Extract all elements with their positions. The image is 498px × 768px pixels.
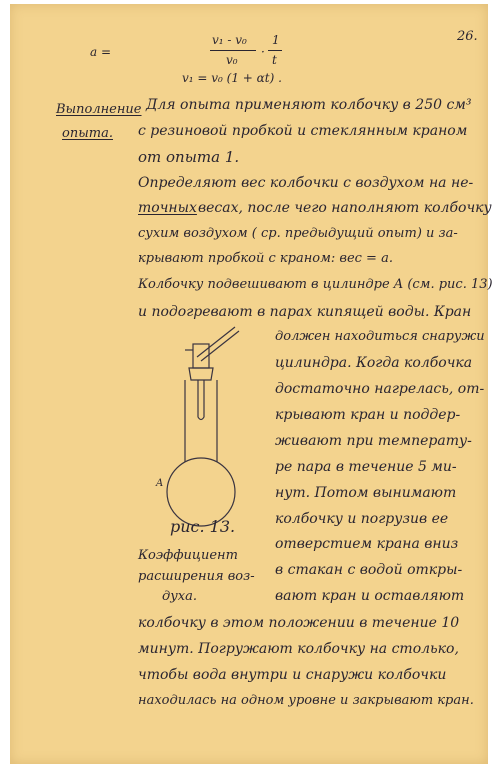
text-line-17: колбочку и погрузив ее bbox=[275, 511, 449, 527]
flask-stopper bbox=[189, 368, 213, 380]
text-line-20: вают кран и оставляют bbox=[275, 588, 465, 604]
text-line-4: Определяют вес колбочки с воздухом на не- bbox=[138, 175, 474, 191]
manuscript-page bbox=[10, 4, 493, 764]
text-line-7: крывают пробкой с краном: вес = a. bbox=[138, 251, 393, 266]
text-line-21: колбочку в этом положении в течение 10 bbox=[138, 615, 460, 631]
figure-label-line-1: Коэффициент bbox=[138, 548, 238, 563]
formula-one: 1 bbox=[272, 33, 280, 47]
text-line-3: от опыта 1. bbox=[138, 148, 240, 166]
formula-t: t bbox=[272, 53, 277, 67]
text-line-15: ре пара в течение 5 ми- bbox=[275, 459, 457, 475]
formula-a-lhs: a = bbox=[90, 45, 112, 59]
formula-second: v₁ = v₀ (1 + αt) . bbox=[182, 71, 282, 85]
text-line-22: минут. Погружают колбочку на столько, bbox=[138, 641, 459, 657]
margin-label-line-1: Выполнение bbox=[56, 102, 142, 117]
text-line-14: живают при температу- bbox=[275, 433, 472, 449]
text-line-18: отверстием крана вниз bbox=[275, 536, 459, 552]
text-line-5a: точных bbox=[138, 200, 197, 216]
text-line-24: находилась на одном уровне и закрывают кран. bbox=[138, 693, 474, 708]
formula-denominator: v₀ bbox=[226, 53, 238, 67]
formula-fraction-line bbox=[210, 50, 256, 51]
text-line-12: достаточно нагрелась, от- bbox=[275, 381, 485, 397]
figure-caption: рис. 13. bbox=[170, 517, 236, 536]
margin-label-line-2: опыта. bbox=[62, 126, 113, 141]
formula-numerator: v₁ - v₀ bbox=[212, 33, 247, 47]
text-line-5b: весах, после чего наполняют колбочку bbox=[198, 200, 492, 216]
text-line-11: цилиндра. Когда колбочка bbox=[275, 355, 473, 371]
flask-inner-tube bbox=[198, 380, 204, 420]
text-line-13: крывают кран и поддер- bbox=[275, 407, 461, 423]
text-line-2: с резиновой пробкой и стеклянным краном bbox=[138, 123, 468, 139]
text-line-23: чтобы вода внутри и снаружи колбочки bbox=[138, 667, 447, 683]
flask-neck bbox=[185, 380, 217, 462]
text-line-9: и подогревают в парах кипящей воды. Кран bbox=[138, 304, 472, 320]
text-line-8: Колбочку подвешивают в цилиндре A (см. рис. 13) bbox=[138, 277, 493, 292]
formula-fraction-line-2 bbox=[268, 50, 282, 51]
formula-dot: · bbox=[261, 45, 265, 59]
flask-bulb bbox=[167, 458, 235, 526]
text-line-1: Для опыта применяют колбочку в 250 см³ bbox=[146, 97, 472, 113]
text-line-6: сухим воздухом ( ср. предыдущий опыт) и за- bbox=[138, 226, 458, 241]
text-line-19: в стакан с водой откры- bbox=[275, 562, 463, 578]
figure-label-line-3: духа. bbox=[162, 589, 197, 604]
text-line-16: нут. Потом вынимают bbox=[275, 485, 457, 501]
page-number: 26. bbox=[457, 29, 478, 44]
text-line-10: должен находиться снаружи bbox=[275, 329, 485, 344]
flask-figure bbox=[145, 322, 265, 527]
figure-letter: A bbox=[156, 478, 164, 489]
figure-label-line-2: расширения воз- bbox=[138, 569, 255, 584]
